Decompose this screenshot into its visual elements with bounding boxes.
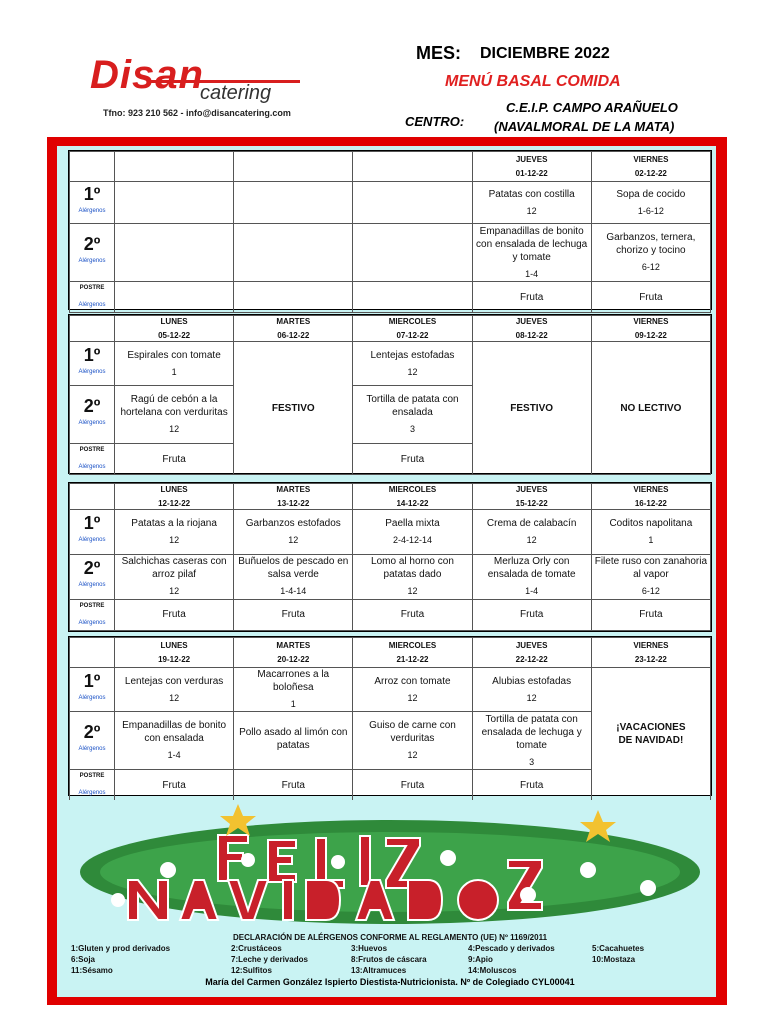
feliz-navidad-illustration [68, 800, 712, 932]
meal-cell [115, 182, 234, 224]
no-lectivo-cell: NO LECTIVO [591, 342, 710, 475]
week-2-table [68, 314, 712, 474]
meal-cell: Patatas con costilla 12 [472, 182, 591, 224]
day-header: LUNES 05-12-22 [115, 316, 234, 342]
meal-cell: Paella mixta 2-4-12-14 [353, 510, 472, 555]
meal-cell [234, 182, 353, 224]
week-3-table [68, 482, 712, 632]
postre-label: POSTRE Alérgenos [70, 444, 115, 475]
postre-label: POSTRE Alérgenos [70, 282, 115, 313]
legend-item: 9:Apio [468, 955, 493, 964]
meal-cell: Pollo asado al limón con patatas [234, 712, 353, 770]
meal-cell [115, 224, 234, 282]
day-header: LUNES 19-12-22 [115, 638, 234, 668]
legend-item: 12:Sulfitos [231, 966, 272, 975]
vacaciones-cell: ¡VACACIONES DE NAVIDAD! [591, 668, 710, 801]
meal-cell: Lentejas estofadas 12 [353, 342, 472, 386]
meal-cell: Arroz con tomate 12 [353, 668, 472, 712]
meal-cell: Garbanzos estofados 12 [234, 510, 353, 555]
first-course-label: 1º Alérgenos [70, 510, 115, 555]
day-header: VIERNES 23-12-22 [591, 638, 710, 668]
postre-cell: Fruta [115, 599, 234, 630]
week-1-table [68, 150, 712, 310]
meal-cell: Tortilla de patata con ensalada de lechuga y tomate 3 [472, 712, 591, 770]
meal-cell: Empanadillas de bonito con ensalada 1-4 [115, 712, 234, 770]
meal-cell: Lentejas con verduras 12 [115, 668, 234, 712]
logo-sub: catering [200, 82, 272, 104]
postre-label: POSTRE Alérgenos [70, 770, 115, 801]
legend-item: 1:Gluten y prod derivados [71, 944, 171, 953]
contact-line: Tfno: 923 210 562 - info@disancatering.com [103, 108, 291, 118]
meal-cell: Espirales con tomate 1 [115, 342, 234, 386]
legend-item: 11:Sésamo [71, 966, 113, 975]
meal-cell: Garbanzos, ternera, chorizo y tocino 6-12 [591, 224, 710, 282]
day-header: LUNES 12-12-22 [115, 484, 234, 510]
postre-cell: Fruta [353, 444, 472, 475]
meal-cell: Salchichas caseras con arroz pilaf 12 [115, 554, 234, 599]
meal-cell: Empanadillas de bonito con ensalada de lechuga y tomate 1-4 [472, 224, 591, 282]
day-header: MARTES 13-12-22 [234, 484, 353, 510]
centro-label: CENTRO: [405, 114, 465, 129]
centro-name: C.E.I.P. CAMPO ARAÑUELO [506, 100, 678, 115]
day-header: MARTES 06-12-22 [234, 316, 353, 342]
day-header [234, 152, 353, 182]
legend-item: 6:Soja [71, 955, 96, 964]
day-header: MIERCOLES 14-12-22 [353, 484, 472, 510]
legend-item: 5:Cacahuetes [592, 944, 645, 953]
legend-item: 10:Mostaza [592, 955, 636, 964]
feliz-navidad-banner [68, 800, 712, 932]
postre-label: POSTRE Alérgenos [70, 599, 115, 630]
meal-cell: Alubias estofadas 12 [472, 668, 591, 712]
postre-cell [353, 282, 472, 313]
day-header: VIERNES 09-12-22 [591, 316, 710, 342]
day-header [353, 152, 472, 182]
meal-cell: Buñuelos de pescado en salsa verde 1-4-14 [234, 554, 353, 599]
postre-cell: Fruta [472, 599, 591, 630]
day-header: JUEVES 01-12-22 [472, 152, 591, 182]
centro-location: (NAVALMORAL DE LA MATA) [494, 119, 675, 134]
legend-item: 2:Crustáceos [231, 944, 282, 953]
menu-title: MENÚ BASAL COMIDA [445, 73, 621, 90]
nutritionist-footer: María del Carmen González Ispierto Diestista-Nutricionista. Nº de Colegiado CYL00041 [205, 977, 575, 987]
meal-cell: Lomo al horno con patatas dado 12 [353, 554, 472, 599]
meal-cell: Tortilla de patata con ensalada 3 [353, 386, 472, 444]
first-course-label: 1º Alérgenos [70, 342, 115, 386]
day-header: JUEVES 22-12-22 [472, 638, 591, 668]
meal-cell: Patatas a la riojana 12 [115, 510, 234, 555]
legend-item: 4:Pescado y derivados [468, 944, 555, 953]
meal-cell: Macarrones a la boloñesa 1 [234, 668, 353, 712]
day-header: MIERCOLES 07-12-22 [353, 316, 472, 342]
postre-cell: Fruta [472, 770, 591, 801]
mes-value: DICIEMBRE 2022 [480, 45, 610, 62]
festivo-cell: FESTIVO [234, 342, 353, 475]
postre-cell: Fruta [472, 282, 591, 313]
legend-item: 3:Huevos [351, 944, 388, 953]
corner-cell [70, 638, 115, 668]
meal-cell [234, 224, 353, 282]
first-course-label: 1º Alérgenos [70, 668, 115, 712]
corner-cell [70, 152, 115, 182]
first-course-label: 1º Alérgenos [70, 182, 115, 224]
second-course-label: 2º Alérgenos [70, 224, 115, 282]
postre-cell [234, 282, 353, 313]
meal-cell: Ragú de cebón a la hortelana con verduritas 12 [115, 386, 234, 444]
postre-cell: Fruta [115, 770, 234, 801]
postre-cell: Fruta [353, 599, 472, 630]
day-header: VIERNES 16-12-22 [591, 484, 710, 510]
legend-item: 7:Leche y derivados [231, 955, 308, 964]
second-course-label: 2º Alérgenos [70, 386, 115, 444]
meal-cell: Filete ruso con zanahoria al vapor 6-12 [591, 554, 710, 599]
legend-title: DECLARACIÓN DE ALÉRGENOS CONFORME AL REGLAMENTO (UE) Nº 1169/2011 [232, 933, 548, 942]
meal-cell: Crema de calabacín 12 [472, 510, 591, 555]
postre-cell: Fruta [591, 282, 710, 313]
postre-cell: Fruta [115, 444, 234, 475]
meal-cell: Coditos napolitana 1 [591, 510, 710, 555]
day-header: VIERNES 02-12-22 [591, 152, 710, 182]
corner-cell [70, 316, 115, 342]
festivo-cell: FESTIVO [472, 342, 591, 475]
postre-cell [115, 282, 234, 313]
week-4-table [68, 636, 712, 796]
day-header: JUEVES 08-12-22 [472, 316, 591, 342]
postre-cell: Fruta [353, 770, 472, 801]
second-course-label: 2º Alérgenos [70, 712, 115, 770]
day-header: JUEVES 15-12-22 [472, 484, 591, 510]
corner-cell [70, 484, 115, 510]
legend-item: 8:Frutos de cáscara [351, 955, 427, 964]
meal-cell: Sopa de cocido 1-6-12 [591, 182, 710, 224]
legend-item: 13:Altramuces [351, 966, 407, 975]
mes-label: MES: [416, 43, 461, 63]
second-course-label: 2º Alérgenos [70, 554, 115, 599]
day-header [115, 152, 234, 182]
disan-logo [90, 55, 300, 115]
meal-cell [353, 182, 472, 224]
day-header: MARTES 20-12-22 [234, 638, 353, 668]
day-header: MIERCOLES 21-12-22 [353, 638, 472, 668]
postre-cell: Fruta [234, 770, 353, 801]
postre-cell: Fruta [234, 599, 353, 630]
meal-cell: Merluza Orly con ensalada de tomate 1-4 [472, 554, 591, 599]
legend-item: 14:Moluscos [468, 966, 517, 975]
meal-cell [353, 224, 472, 282]
postre-cell: Fruta [591, 599, 710, 630]
meal-cell: Guiso de carne con verduritas 12 [353, 712, 472, 770]
logo-brand: Disan [90, 53, 204, 97]
